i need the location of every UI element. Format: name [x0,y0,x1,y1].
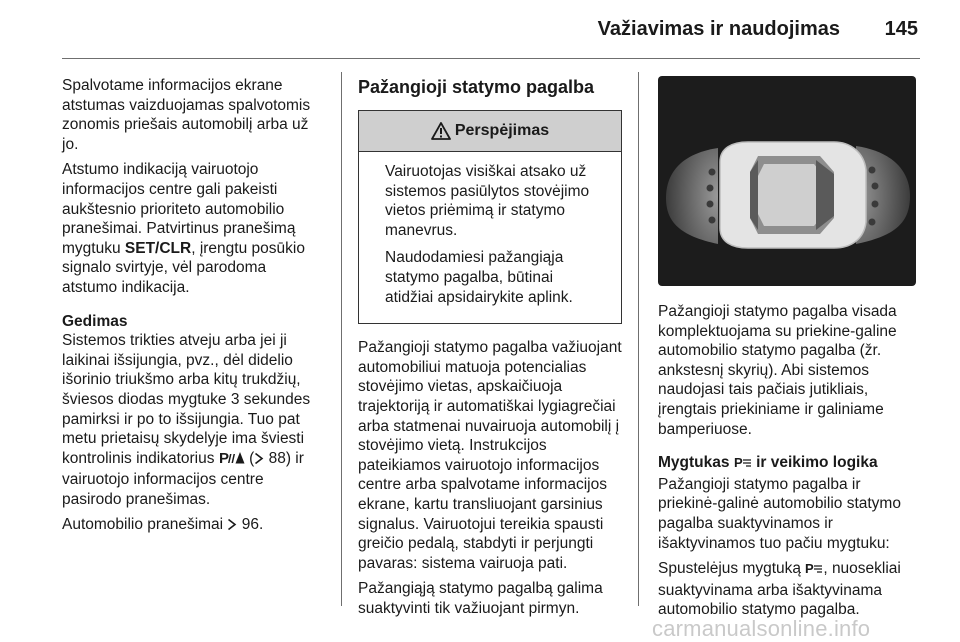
page-header-title: Važiavimas ir naudojimas [597,18,840,40]
paragraph: Spalvotame informacijos ekrane atstumas vaizduojamas spalvotomis zonomis priešais automobilį arba už jo. [62,77,311,153]
set-clr-button-ref: SET/CLR [124,239,192,257]
svg-text:P: P [733,455,743,470]
section-title: Pažangioji statymo pagalba [358,77,595,97]
watermark: carmanualsonline.info [652,616,871,641]
column-divider-2 [638,72,639,606]
fault-heading: Gedimas [62,312,128,330]
rear-sensor-zone [666,148,718,244]
warning-body [359,152,621,323]
paragraph: Pažangioji statymo pagalba visada komplektuojama su priekine-galine automobilio statymo pagalba (žr. ankstesnį skyrių). Abi sistemos naudojasi tais pačiais jutikliais, įrengtais priekiniame ir galiniame bamperiuose. [658,303,897,438]
button-logic-heading: Mygtukas P ir veikimo logika [658,454,878,471]
parking-assist-button-icon [805,560,823,581]
paragraph: Atstumo indikaciją vairuotojo informacijos centre gali pakeisti aukštesnio prioriteto automobilio pranešimai. Patvirtinus pranešimą mygtuku SET/CLR, įrengtu posūkio signalo svirtyje, vėl parodoma atstumo indikacija. [62,161,305,296]
header-rule [62,58,920,59]
warning-header [359,111,621,152]
parking-sensor-illustration [658,76,916,286]
paragraph: Mygtukas P ir veikimo logika Pažangioji statymo pagalba ir priekinė-galinė automobilio statymo pagalba suaktyvinamos ir išaktyvinamos tuo pačiu mygtuku: [658,454,901,552]
warning-text: Vairuotojas visiškai atsako už sistemos pasiūlytos stovėjimo vietos priėmimą ir statymo manevrus. [385,163,590,239]
paragraph: Automobilio pranešimai 96. [62,515,324,537]
page-number: 145 [884,18,918,40]
page-ref-arrow-icon [227,517,237,537]
svg-text:P: P [218,449,229,465]
paragraph: Gedimas Sistemos trikties atveju arba jei ji laikinai išsijungia, pvz., dėl didelio išorinio triukšmo arba kitų trukdžių, šviesos diodas mygtuke 3 sekundes pamirksi ir po to išsijungia. Tuo pat metu prietaisų skydelyje ima šviesti kontrolinis indikatorius P ( 88) ir vairuotojo informacijos centre pasirodo pranešimas. [62,312,324,510]
column-middle [358,76,622,624]
parking-assist-button-icon [734,454,752,475]
warning-box [358,110,622,324]
column-divider-1 [341,72,342,606]
paragraph: Pažangioji statymo pagalba važiuojant automobiliui matuoja potencialias stovėjimo vietas, apskaičiuoja trajektoriją ir automatiškai lygiagrečiai arba statmenai nuvairuoja automobilį į stovėjimo vietą. Instrukcijos pateikiamos vairuotojo informacijos centre arba spalvotame informacijos ekrane, kartu transliuojant garsinius signalus. Vairuotojui tereikia spausti greičio pedalą, stabdyti ir perjungti pavaras: sistema vairuoja pati. [358,339,622,572]
svg-text:P: P [805,561,814,576]
page-ref-arrow-icon [254,451,264,471]
warning-label: Perspėjimas [454,122,550,140]
parking-indicator-icon [219,450,245,471]
column-left [62,76,324,543]
car-top-view [720,142,866,248]
warning-text: Naudodamiesi pažangiąja statymo pagalba, būtinai atidžiai apsidairykite aplink. [385,249,573,306]
paragraph: Pažangiąją statymo pagalbą galima suaktyvinti tik važiuojant pirmyn. [358,580,603,617]
warning-triangle-icon [431,122,451,140]
paragraph: Spustelėjus mygtuką P , nuosekliai suaktyvinama arba išaktyvinama automobilio statymo pagalba. [658,560,901,619]
column-right [658,76,920,626]
